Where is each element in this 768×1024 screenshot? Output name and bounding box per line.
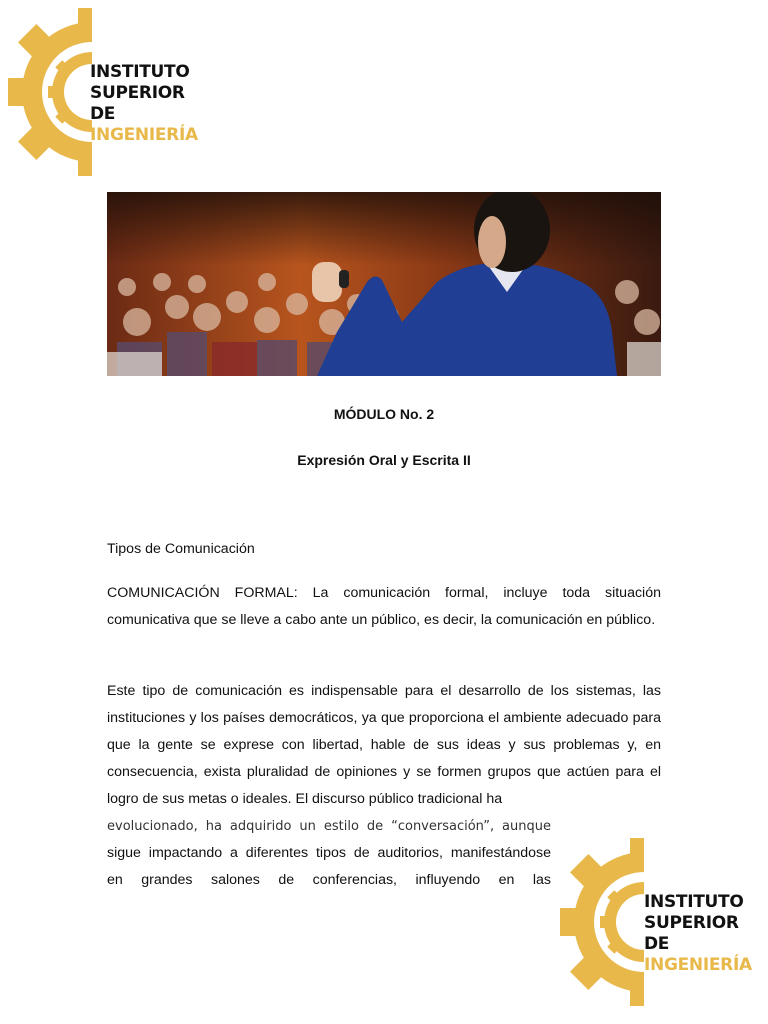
logo-line-2: SUPERIOR DE	[90, 83, 185, 124]
logo-line-1: INSTITUTO	[90, 62, 190, 82]
logo-line-3: INGENIERÍA	[90, 125, 198, 145]
institute-logo-bottom	[560, 838, 768, 1008]
logo-line-1: INSTITUTO	[644, 892, 744, 912]
paragraph-formal-communication: COMUNICACIÓN FORMAL: La comunicación formal, incluye toda situación comunicativa que se lleve a cabo ante un público, es decir, la comunicación en público.	[107, 585, 661, 628]
paragraph-line: evolucionado, ha adquirido un estilo de “conversación”, aunque	[107, 819, 551, 834]
course-title: Expresión Oral y Escrita II	[297, 452, 471, 468]
gear-icon	[8, 8, 98, 176]
speaker-audience-photo	[107, 192, 661, 376]
institute-logo-top	[8, 8, 208, 176]
paragraph-line: sigue impactando a diferentes tipos de auditorios, manifestándose	[107, 845, 551, 861]
logo-wordmark	[644, 892, 768, 976]
logo-line-2: SUPERIOR DE	[644, 913, 739, 954]
paragraph-evolution	[107, 813, 551, 894]
paragraph-line: en grandes salones de conferencias, influyendo en las	[107, 872, 551, 888]
logo-wordmark	[90, 62, 208, 146]
logo-line-3: INGENIERÍA	[644, 955, 752, 975]
gear-icon	[560, 838, 650, 1006]
module-title: MÓDULO No. 2	[333, 406, 435, 422]
section-title: Tipos de Comunicación	[107, 541, 255, 557]
paragraph-importance: Este tipo de comunicación es indispensable para el desarrollo de los sistemas, las instituciones y los países democráticos, ya que proporciona el ambiente adecuado para que la gente se exprese con libertad, hable de sus ideas y sus problemas y, en consecuencia, exista pluralidad de opiniones y se formen grupos que actúen para el logro de sus metas o ideales. El discurso público tradicional ha	[107, 683, 661, 807]
